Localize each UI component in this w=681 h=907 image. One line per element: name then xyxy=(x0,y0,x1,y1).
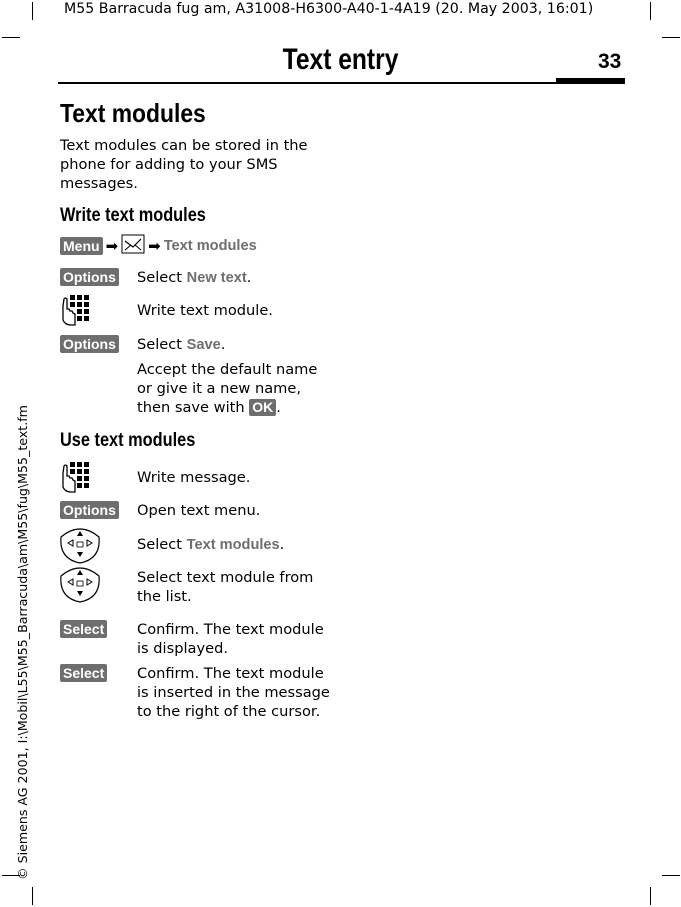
crop-mark xyxy=(662,37,680,38)
chapter-title: Text entry xyxy=(282,43,399,76)
running-header: M55 Barracuda fug am, A31008-H6300-A40-1-4A19 (20. May 2003, 16:01) xyxy=(64,1,594,17)
arrow-icon: ➡ xyxy=(105,237,119,255)
options-softkey[interactable]: Options xyxy=(60,268,119,286)
step-open-text-menu: Open text menu. xyxy=(137,502,261,519)
arrow-icon: ➡ xyxy=(148,237,161,255)
menu-item-text-modules: Text modules xyxy=(163,238,257,254)
step-confirm-inserted: Confirm. The text module is inserted in the message to the right of the cursor. xyxy=(137,665,330,720)
menu-item-save: Save xyxy=(186,337,221,353)
step-confirm-displayed: Confirm. The text module is displayed. xyxy=(137,621,324,657)
envelope-icon xyxy=(121,234,145,258)
header-rule xyxy=(58,82,625,84)
use-heading: Use text modules xyxy=(60,430,196,451)
page-number-rule xyxy=(556,78,625,83)
menu-item-new-text: New text xyxy=(186,270,247,286)
page-number: 33 xyxy=(598,50,622,73)
crop-mark xyxy=(2,37,20,38)
step-select-text-modules: Select Text modules. xyxy=(137,536,285,553)
section-title: Text modules xyxy=(60,98,206,128)
step-select-save: Select Save. xyxy=(137,336,226,353)
options-softkey[interactable]: Options xyxy=(60,335,119,353)
nav-key-icon xyxy=(58,564,102,608)
step-write-message: Write message. xyxy=(137,469,251,486)
copyright-side-text: © Siemens AG 2001, I:\Mobil\L55\M55_Barracuda\am\M55\fug\M55_text.fm xyxy=(15,405,30,880)
step-select-from-list: Select text module from the list. xyxy=(137,569,314,605)
select-softkey[interactable]: Select xyxy=(60,664,107,682)
section-intro: Text modules can be stored in the phone for adding to your SMS messages. xyxy=(60,137,308,192)
menu-item-text-modules: Text modules xyxy=(186,537,280,553)
write-heading: Write text modules xyxy=(60,205,206,226)
crop-mark xyxy=(650,2,651,20)
step-write-text-module: Write text module. xyxy=(137,302,273,319)
keypad-icon xyxy=(60,294,92,330)
crop-mark xyxy=(662,875,680,876)
keypad-icon xyxy=(60,461,92,497)
crop-mark xyxy=(32,2,33,20)
crop-mark xyxy=(32,887,33,905)
options-softkey[interactable]: Options xyxy=(60,501,119,519)
menu-path xyxy=(60,236,257,256)
ok-softkey[interactable]: OK xyxy=(249,399,276,416)
menu-softkey[interactable]: Menu xyxy=(60,237,103,255)
step-select-new-text: Select New text. xyxy=(137,269,252,286)
save-note: Accept the default name or give it a new name, then save with OK . xyxy=(137,361,318,416)
nav-key-icon xyxy=(58,525,102,569)
crop-mark xyxy=(650,887,651,905)
select-softkey[interactable]: Select xyxy=(60,620,107,638)
